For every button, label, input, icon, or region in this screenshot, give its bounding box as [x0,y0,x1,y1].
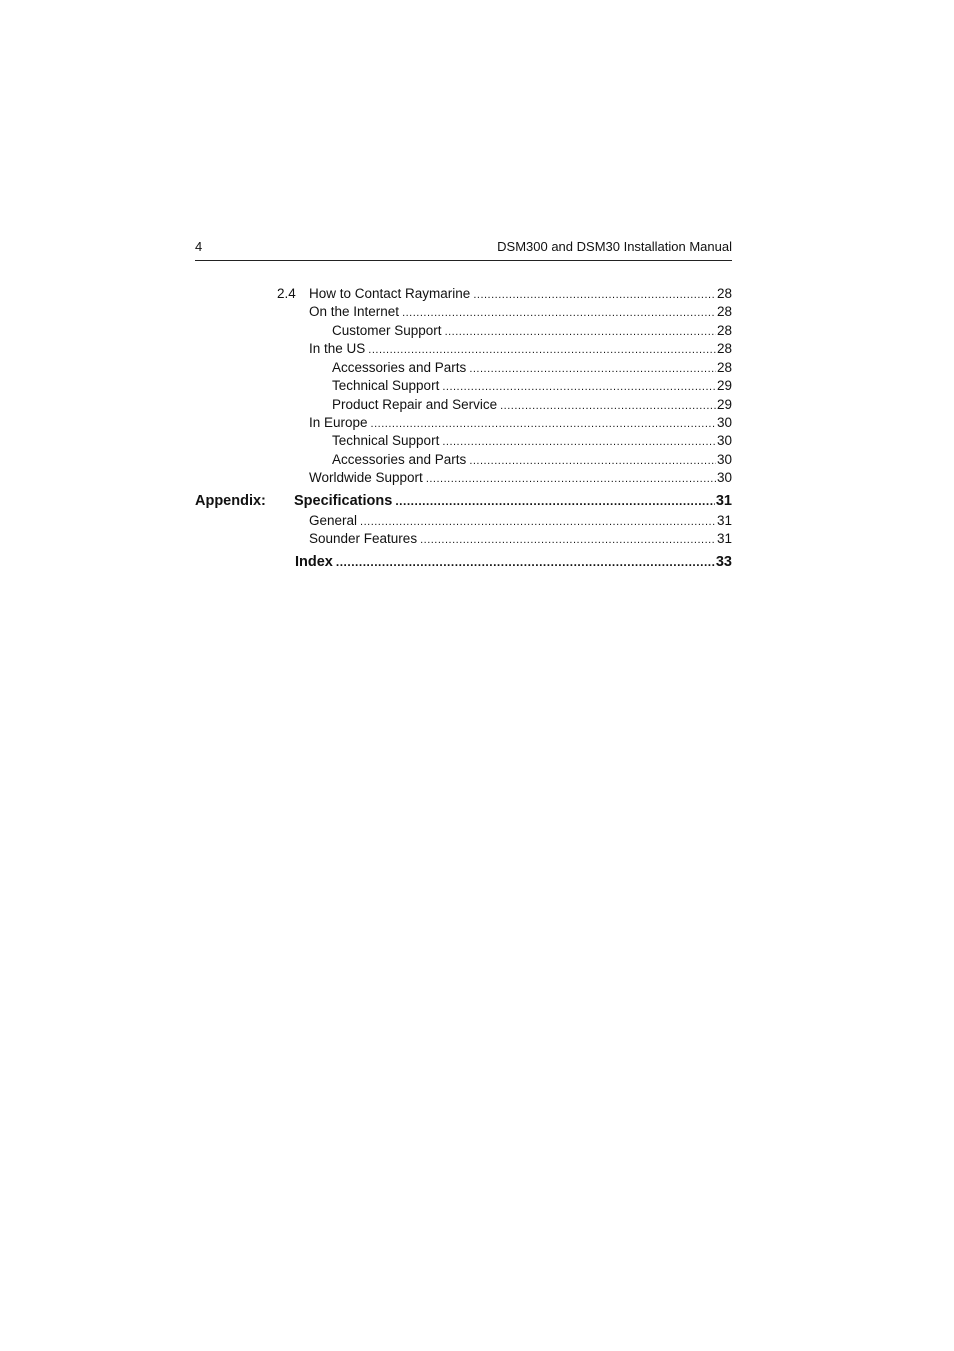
toc-entry-us-technical-support[interactable] [332,376,732,395]
toc-page-number: 28 [716,360,732,375]
toc-entry-in-the-us[interactable] [309,339,732,358]
toc-entry-title: Accessories and Parts [332,452,467,467]
toc-page-number: 28 [716,304,732,319]
toc-section-number: 2.4 [277,286,296,301]
toc-page-number: 31 [716,513,732,528]
toc-entry-us-accessories-and-parts[interactable] [332,358,732,377]
toc-entry-section-2-4[interactable] [277,284,732,303]
toc-page-number: 30 [716,470,732,485]
dot-leader [426,470,716,489]
toc-entry-product-repair-and-service[interactable] [332,395,732,414]
toc-entry-customer-support[interactable] [332,321,732,340]
toc-page-number: 31 [715,493,732,509]
toc-entry-title: Sounder Features [309,531,418,546]
toc-entry-general[interactable] [309,511,732,530]
toc-page-number: 30 [716,433,732,448]
toc-page-number: 30 [716,415,732,430]
toc-entry-specifications[interactable] [294,492,732,511]
toc-entry-title: In Europe [309,415,368,430]
page-number: 4 [195,239,203,254]
appendix-label: Appendix: [195,493,266,509]
toc-page-number: 28 [716,286,732,301]
toc-entry-in-europe[interactable] [309,413,732,432]
toc-entry-title: Worldwide Support [309,470,423,485]
toc-entry-eu-technical-support[interactable] [332,431,732,450]
toc-entry-title: Technical Support [332,378,440,393]
toc-page-number: 31 [716,531,732,546]
toc-page-number: 29 [716,397,732,412]
toc-entry-title: Customer Support [332,323,442,338]
toc-entry-title: Index [295,554,333,570]
toc-entry-title: General [309,513,358,528]
toc-entry-title: In the US [309,341,366,356]
toc-page-number: 33 [715,554,732,570]
toc-entry-worldwide-support[interactable] [309,468,732,487]
toc-entry-index[interactable] [295,553,732,572]
toc-page-number: 29 [716,378,732,393]
toc-entry-title: Technical Support [332,433,440,448]
toc-entry-title: How to Contact Raymarine [309,286,471,301]
dot-leader [395,492,715,511]
toc-entry-eu-accessories-and-parts[interactable] [332,450,732,469]
toc-entry-on-the-internet[interactable] [309,302,732,321]
toc-entry-title: Product Repair and Service [332,397,498,412]
toc-entry-sounder-features[interactable] [309,529,732,548]
toc-page-number: 28 [716,323,732,338]
toc-page-number: 28 [716,341,732,356]
toc-page-number: 30 [716,452,732,467]
page-header [195,238,732,261]
dot-leader [336,553,715,572]
toc-entry-title: On the Internet [309,304,400,319]
dot-leader [420,531,716,550]
toc-entry-title: Accessories and Parts [332,360,467,375]
toc-entry-title: Specifications [294,493,393,509]
running-title: DSM300 and DSM30 Installation Manual [497,239,732,254]
